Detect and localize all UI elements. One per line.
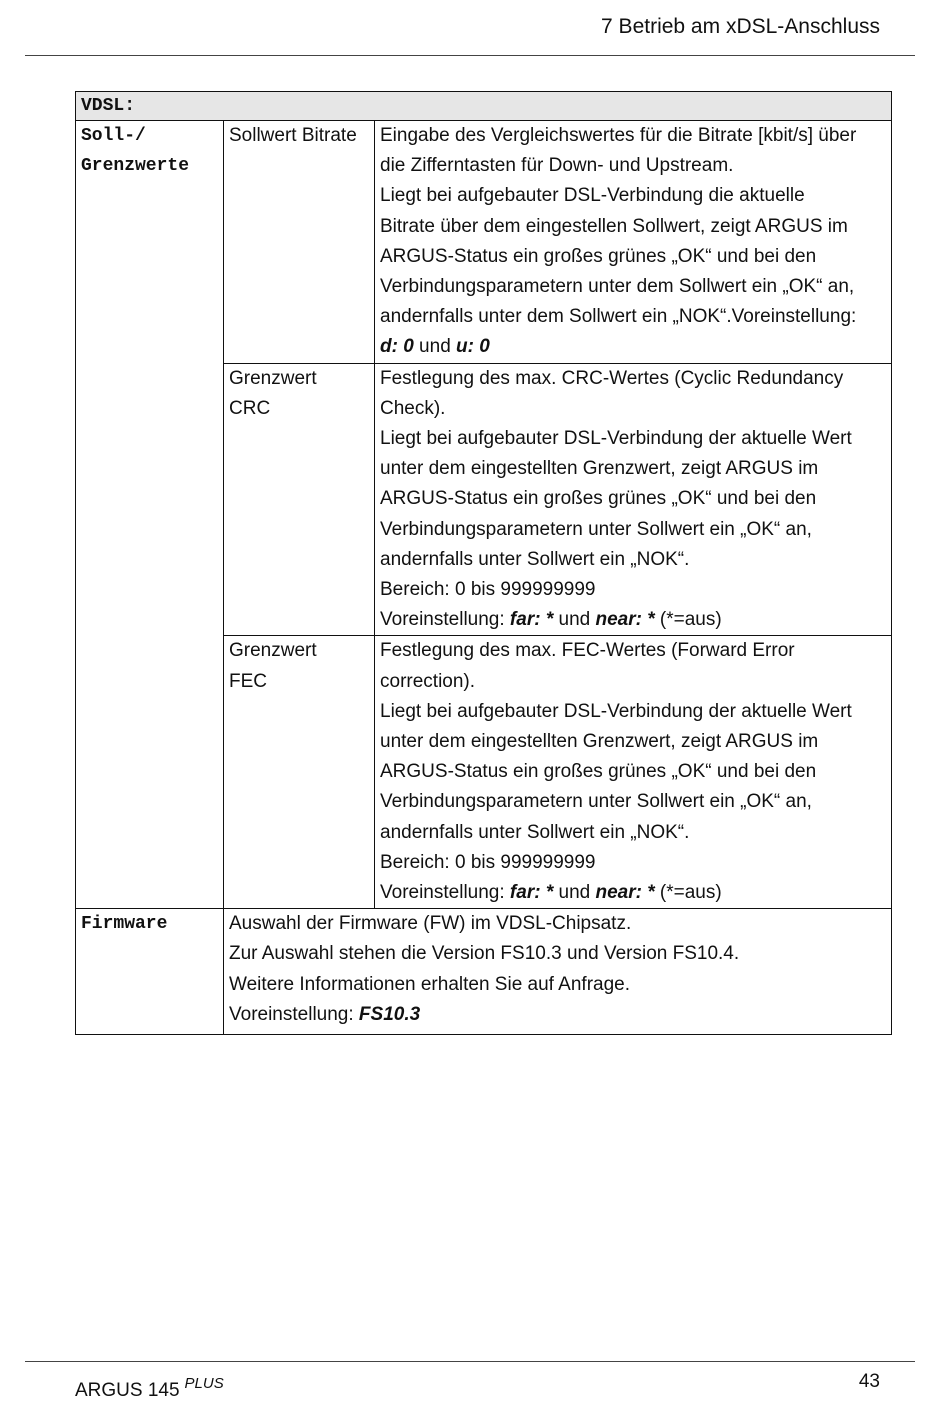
description-line: Bitrate über dem eingestellen Sollwert, zeigt ARGUS im [380, 215, 848, 237]
param-description-cell [375, 121, 892, 364]
description-line: unter dem eingestellten Grenzwert, zeigt ARGUS im [380, 458, 819, 480]
description-line: andernfalls unter Sollwert ein „NOK“. [380, 548, 690, 570]
group-label-line2: Grenzwerte [81, 156, 190, 177]
product-suffix: PLUS [184, 1375, 224, 1392]
description-line: correction). [380, 670, 476, 692]
default-prefix: Voreinstellung: [380, 609, 510, 631]
description-line: Liegt bei aufgebauter DSL-Verbindung der aktuelle Wert [380, 700, 852, 722]
product-name: ARGUS 145 [75, 1380, 180, 1401]
param-name-line2: FEC [229, 670, 267, 692]
description-line: die Zifferntasten für Down- und Upstream. [380, 155, 734, 177]
description-line: Check). [380, 397, 446, 419]
default-prefix: Voreinstellung: [380, 882, 510, 904]
default-far-value: far: * [509, 609, 554, 631]
description-line: Verbindungsparametern unter Sollwert ein „OK“ an, [380, 791, 812, 813]
settings-table [75, 91, 892, 1035]
param-name-line1: Grenzwert [229, 367, 317, 389]
default-connector: und [553, 882, 596, 904]
description-line: Auswahl der Firmware (FW) im VDSL-Chipsatz. [229, 913, 632, 935]
default-down-value: d: 0 [380, 336, 414, 358]
group-label-line1: Soll-/ [81, 126, 146, 146]
param-name-cell [224, 636, 375, 909]
range-line: Bereich: 0 bis 999999999 [380, 851, 596, 873]
description-line: ARGUS-Status ein großes grünes „OK“ und bei den [380, 761, 817, 783]
default-prefix: Voreinstellung: [229, 1003, 359, 1025]
description-line: Zur Auswahl stehen die Version FS10.3 und Version FS10.4. [229, 943, 740, 965]
param-name: Sollwert Bitrate [229, 125, 357, 146]
header-divider [25, 55, 915, 56]
default-suffix: (*=aus) [654, 609, 722, 631]
firmware-description-cell [224, 909, 892, 1035]
footer-product [75, 1372, 224, 1403]
description-line: andernfalls unter Sollwert ein „NOK“. [380, 821, 690, 843]
param-name-line1: Grenzwert [229, 640, 317, 662]
param-name-cell [224, 363, 375, 636]
default-far-value: far: * [509, 882, 554, 904]
param-name-line2: CRC [229, 397, 271, 419]
default-line [380, 605, 886, 635]
default-firmware-value: FS10.3 [358, 1003, 421, 1025]
table-row [76, 909, 892, 1035]
description-line: Verbindungsparametern unter Sollwert ein „OK“ an, [380, 518, 812, 540]
description-line: Liegt bei aufgebauter DSL-Verbindung der aktuelle Wert [380, 428, 852, 450]
default-line [380, 332, 886, 362]
range-line: Bereich: 0 bis 999999999 [380, 579, 596, 601]
firmware-label-cell: Firmware [76, 909, 224, 1035]
default-near-value: near: * [595, 882, 655, 904]
description-line: ARGUS-Status ein großes grünes „OK“ und bei den [380, 245, 817, 267]
section-title: VDSL: [76, 92, 892, 121]
param-description-cell [375, 636, 892, 909]
description-line: unter dem eingestellten Grenzwert, zeigt ARGUS im [380, 731, 819, 753]
default-near-value: near: * [595, 609, 655, 631]
description-line: Festlegung des max. CRC-Wertes (Cyclic Redundancy [380, 367, 844, 389]
table-row [76, 121, 892, 364]
description-line: Weitere Informationen erhalten Sie auf Anfrage. [229, 973, 631, 995]
description-line: andernfalls unter dem Sollwert ein „NOK“.Voreinstellung: [380, 306, 857, 328]
default-line [229, 1000, 886, 1030]
page-header-title: 7 Betrieb am xDSL-Anschluss [601, 15, 880, 38]
param-name-cell [224, 121, 375, 364]
default-connector: und [413, 336, 457, 358]
param-description-cell [375, 363, 892, 636]
description-line: Liegt bei aufgebauter DSL-Verbindung die aktuelle [380, 185, 805, 207]
default-connector: und [553, 609, 596, 631]
page-number: 43 [858, 1371, 880, 1392]
description-line: ARGUS-Status ein großes grünes „OK“ und bei den [380, 488, 817, 510]
description-line: Festlegung des max. FEC-Wertes (Forward Error [380, 640, 795, 662]
default-line [380, 878, 886, 908]
default-up-value: u: 0 [456, 336, 490, 358]
table-header-row [76, 92, 892, 121]
group-label-cell [76, 121, 224, 909]
description-line: Eingabe des Vergleichswertes für die Bitrate [kbit/s] über [380, 125, 857, 146]
default-suffix: (*=aus) [654, 882, 722, 904]
footer-divider [25, 1361, 915, 1362]
description-line: Verbindungsparametern unter dem Sollwert ein „OK“ an, [380, 276, 855, 298]
